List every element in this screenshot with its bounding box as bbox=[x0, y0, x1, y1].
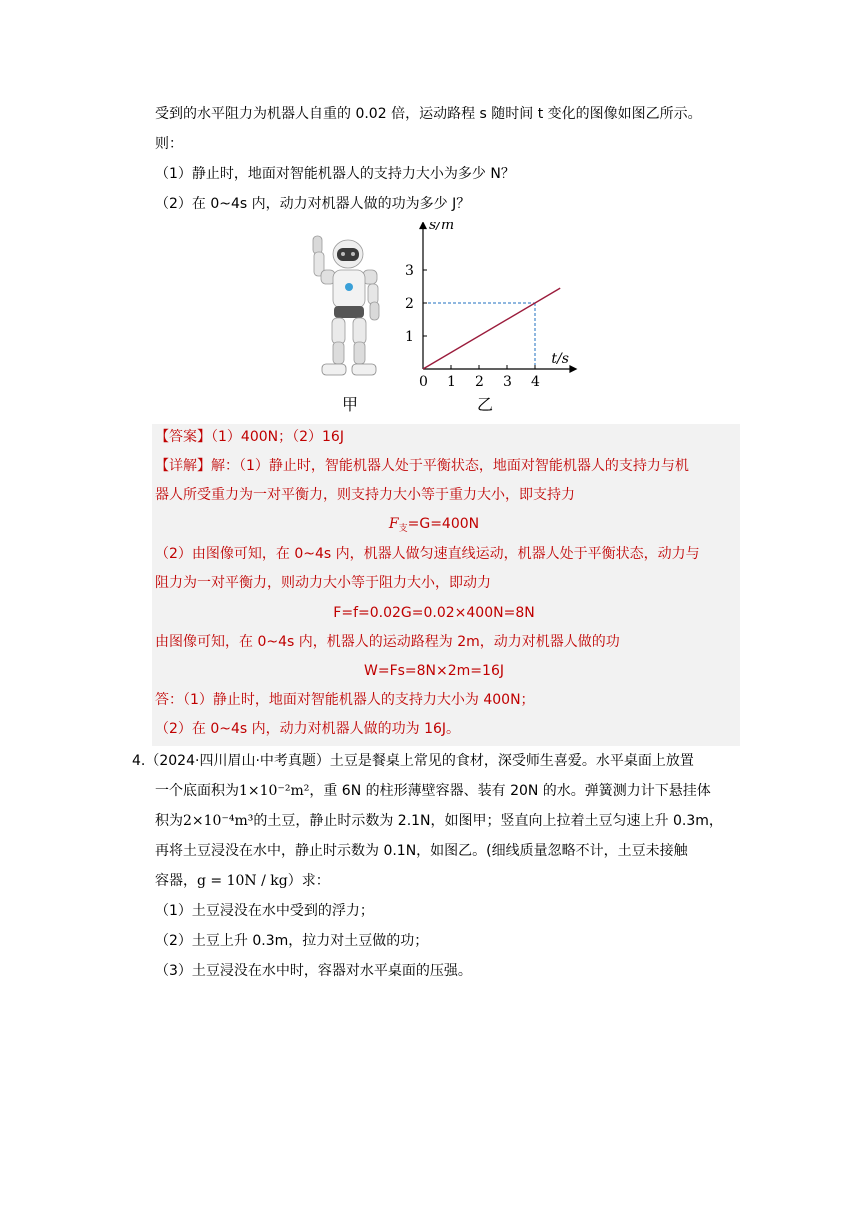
figure-label-jia: 甲 bbox=[342, 395, 359, 414]
problem4-l5b: ）求： bbox=[287, 873, 330, 889]
explanation-p1a: 解：（1）静止时，智能机器人处于平衡状态，地面对智能机器人的支持力与机 bbox=[211, 458, 689, 474]
eq1-rest: =G=400N bbox=[407, 516, 480, 532]
problem4-line5 bbox=[155, 871, 330, 891]
explanation-p3: 由图像可知，在 0~4s 内，机器人的运动路程为 2m，动力对机器人做的功 bbox=[155, 634, 620, 650]
final-answer-1: 答：（1）静止时，地面对智能机器人的支持力大小为 400N； bbox=[155, 692, 535, 708]
series-line bbox=[423, 288, 560, 369]
y-tick-label: 2 bbox=[405, 296, 414, 312]
explanation-p2b: 阻力为一对平衡力，则动力大小等于阻力大小，即动力 bbox=[155, 575, 491, 591]
problem3-text-line2: 则： bbox=[155, 136, 183, 152]
x-axis-label: t/s bbox=[551, 351, 569, 367]
final-answer-2: （2）在 0~4s 内，动力对机器人做的功为 16J。 bbox=[155, 721, 461, 737]
equation-driving-force: F=f=0.02G=0.02×400N=8N bbox=[333, 605, 535, 621]
problem3-text-line1: 受到的水平阻力为机器人自重的 0.02 倍，运动路程 s 随时间 t 变化的图像如图乙所示。 bbox=[155, 106, 702, 122]
y-tick-label: 3 bbox=[405, 263, 414, 279]
y-axis-label: s/m bbox=[429, 222, 455, 234]
problem4-l5a: 容器， bbox=[155, 873, 197, 889]
problem4-question2: （2）土豆上升 0.3m，拉力对土豆做的功； bbox=[155, 933, 429, 949]
problem4-question3: （3）土豆浸没在水中时，容器对水平桌面的压强。 bbox=[155, 963, 472, 979]
base-area-value: 1×10⁻²m² bbox=[239, 783, 310, 799]
figure-label-yi: 乙 bbox=[477, 395, 494, 414]
explanation-line1 bbox=[155, 456, 689, 476]
answer-tag: 【答案】 bbox=[155, 429, 211, 445]
explanation-tag: 【详解】 bbox=[155, 458, 211, 474]
potato-volume-value: 2×10⁻⁴m³ bbox=[183, 813, 254, 829]
eq1-sub: 支 bbox=[398, 524, 408, 534]
answer-text: （1）400N；（2）16J bbox=[211, 429, 344, 445]
equation-support-force bbox=[0, 514, 868, 539]
x-axis-arrow bbox=[569, 365, 577, 373]
x-tick-label: 4 bbox=[531, 374, 540, 390]
problem4-l2a: 一个底面积为 bbox=[155, 783, 239, 799]
problem4-l1: 土豆是餐桌上常见的食材，深受师生喜爱。水平桌面上放置 bbox=[329, 753, 694, 769]
problem4-line1 bbox=[132, 751, 694, 771]
problem4-l3a: 积为 bbox=[155, 813, 183, 829]
problem4-l3b: 的土豆，静止时示数为 2.1N，如图甲；竖直向上拉着土豆匀速上升 0.3m， bbox=[253, 813, 723, 829]
problem3-question2: （2）在 0~4s 内，动力对机器人做的功为多少 J？ bbox=[155, 196, 471, 212]
equation-work: W=Fs=8N×2m=16J bbox=[364, 663, 504, 679]
problem4-line2 bbox=[155, 781, 711, 801]
eq1-lhs: F bbox=[388, 516, 399, 532]
problem4-line3 bbox=[155, 811, 723, 831]
x-tick-label: 3 bbox=[503, 374, 512, 390]
problem4-question1: （1）土豆浸没在水中受到的浮力； bbox=[155, 903, 374, 919]
problem3-question1: （1）静止时，地面对智能机器人的支持力大小为多少 N？ bbox=[155, 166, 515, 182]
gravity-constant: g = 10N / kg bbox=[197, 873, 288, 889]
x-tick-label: 1 bbox=[447, 374, 456, 390]
y-tick-label: 1 bbox=[405, 329, 414, 345]
humanoid-robot-icon bbox=[308, 232, 398, 384]
x-tick-label: 2 bbox=[475, 374, 484, 390]
problem4-line4: 再将土豆浸没在水中，静止时示数为 0.1N，如图乙。(细线质量忽略不计，土豆未接触 bbox=[155, 843, 688, 859]
y-axis-arrow bbox=[419, 222, 427, 229]
explanation-p1b: 器人所受重力为一对平衡力，则支持力大小等于重力大小，即支持力 bbox=[155, 487, 575, 503]
st-graph bbox=[396, 222, 606, 394]
answer-line bbox=[155, 427, 344, 447]
explanation-p2a: （2）由图像可知，在 0~4s 内，机器人做匀速直线运动，机器人处于平衡状态，动力与 bbox=[155, 546, 700, 562]
problem4-l2b: ，重 6N 的柱形薄壁容器、装有 20N 的水。弹簧测力计下悬挂体 bbox=[309, 783, 711, 799]
problem4-number: 4. bbox=[132, 753, 146, 769]
problem4-source: （2024·四川眉山·中考真题） bbox=[145, 753, 330, 769]
x-tick-label: 0 bbox=[419, 374, 428, 390]
